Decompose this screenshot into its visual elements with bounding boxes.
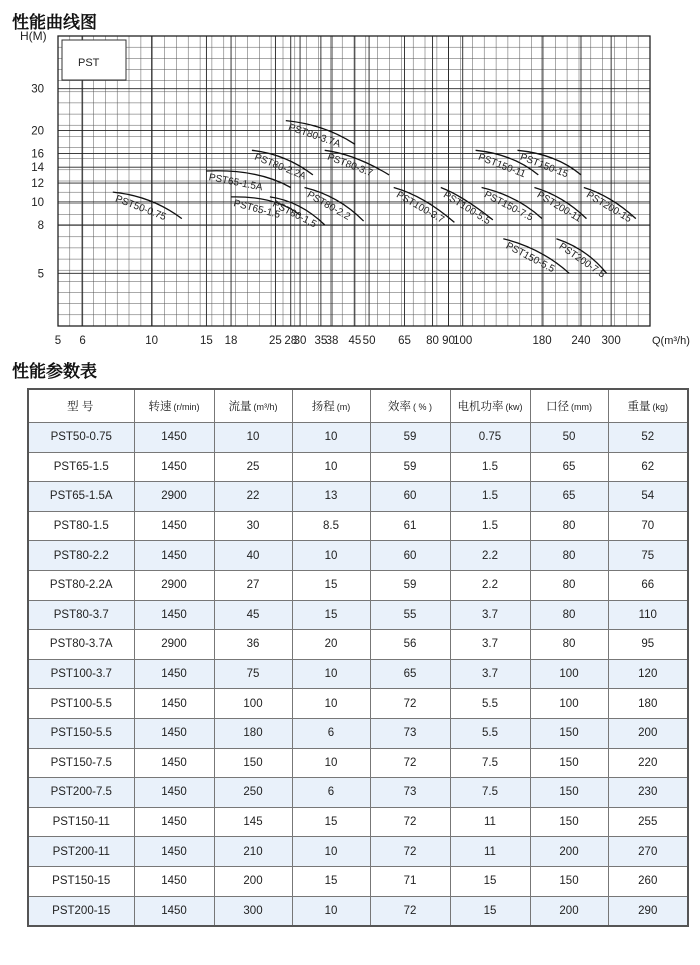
- cell-flow: 150: [214, 748, 292, 778]
- cell-efficiency: 61: [370, 511, 450, 541]
- cell-speed: 1450: [134, 807, 214, 837]
- cell-model: PST150-5.5: [28, 718, 134, 748]
- cell-diameter: 50: [530, 423, 608, 453]
- x-tick-label: 45: [348, 335, 362, 347]
- cell-efficiency: 73: [370, 718, 450, 748]
- cell-head: 6: [292, 778, 370, 808]
- cell-speed: 1450: [134, 866, 214, 896]
- cell-motor-power: 1.5: [450, 452, 530, 482]
- cell-model: PST80-2.2: [28, 541, 134, 571]
- x-tick-label: 15: [200, 335, 213, 347]
- curve-label: PST150-15: [518, 151, 570, 181]
- header-label: 重量: [627, 401, 651, 413]
- cell-diameter: 150: [530, 748, 608, 778]
- cell-motor-power: 1.5: [450, 482, 530, 512]
- pump-curves: [113, 121, 636, 281]
- cell-speed: 1450: [134, 748, 214, 778]
- cell-head: 13: [292, 482, 370, 512]
- cell-head: 15: [292, 807, 370, 837]
- cell-head: 10: [292, 541, 370, 571]
- cell-model: PST150-15: [28, 866, 134, 896]
- curve-label: PST50-0.75: [113, 193, 168, 224]
- cell-efficiency: 59: [370, 423, 450, 453]
- cell-weight: 52: [608, 423, 688, 453]
- header-unit: (m³/h): [253, 402, 278, 412]
- cell-motor-power: 5.5: [450, 718, 530, 748]
- cell-efficiency: 72: [370, 896, 450, 926]
- cell-efficiency: 72: [370, 748, 450, 778]
- x-tick-label: 80: [426, 335, 439, 347]
- cell-motor-power: 15: [450, 896, 530, 926]
- cell-model: PST80-3.7: [28, 600, 134, 630]
- header-unit: (mm): [571, 402, 592, 412]
- header-label: 型 号: [67, 401, 94, 413]
- y-tick-label: 14: [31, 162, 44, 175]
- cell-model: PST80-1.5: [28, 511, 134, 541]
- table-row: [28, 570, 688, 600]
- cell-flow: 180: [214, 718, 292, 748]
- cell-weight: 66: [608, 570, 688, 600]
- cell-head: 15: [292, 600, 370, 630]
- spec-table: [27, 388, 689, 927]
- header-speed: [134, 389, 214, 423]
- cell-weight: 75: [608, 541, 688, 571]
- cell-motor-power: 3.7: [450, 600, 530, 630]
- cell-model: PST80-3.7A: [28, 630, 134, 660]
- table-row: [28, 659, 688, 689]
- cell-efficiency: 60: [370, 541, 450, 571]
- cell-efficiency: 60: [370, 482, 450, 512]
- table-row: [28, 866, 688, 896]
- cell-model: PST200-11: [28, 837, 134, 867]
- cell-flow: 25: [214, 452, 292, 482]
- cell-motor-power: 1.5: [450, 511, 530, 541]
- cell-speed: 1450: [134, 511, 214, 541]
- cell-head: 10: [292, 748, 370, 778]
- cell-efficiency: 72: [370, 689, 450, 719]
- cell-model: PST50-0.75: [28, 423, 134, 453]
- table-row: [28, 541, 688, 571]
- table-row: [28, 482, 688, 512]
- y-tick-label: 16: [31, 148, 44, 161]
- cell-speed: 1450: [134, 837, 214, 867]
- cell-model: PST150-7.5: [28, 748, 134, 778]
- cell-motor-power: 2.2: [450, 570, 530, 600]
- cell-flow: 10: [214, 423, 292, 453]
- cell-motor-power: 3.7: [450, 659, 530, 689]
- cell-flow: 210: [214, 837, 292, 867]
- y-tick-label: 30: [31, 83, 44, 96]
- curve-label: PST200-7.5: [556, 241, 607, 281]
- header-unit: ( % ): [413, 402, 432, 412]
- cell-motor-power: 11: [450, 807, 530, 837]
- cell-flow: 145: [214, 807, 292, 837]
- curve-label: PST80-1.5: [270, 198, 319, 231]
- x-tick-label: 5: [54, 335, 62, 347]
- curve-label: PST100-5.5: [441, 189, 493, 228]
- cell-speed: 1450: [134, 541, 214, 571]
- cell-model: PST80-2.2A: [28, 570, 134, 600]
- x-tick-label: 240: [571, 335, 591, 347]
- x-tick-label: 180: [532, 335, 552, 347]
- x-tick-label: 90: [442, 335, 455, 347]
- cell-flow: 27: [214, 570, 292, 600]
- table-header-row: [28, 389, 688, 423]
- curve-label: PST80-2.2: [305, 189, 353, 223]
- cell-head: 6: [292, 718, 370, 748]
- cell-efficiency: 73: [370, 778, 450, 808]
- header-weight: [608, 389, 688, 423]
- header-diameter: [530, 389, 608, 423]
- curve-label: PST200-15: [584, 189, 634, 226]
- cell-model: PST65-1.5A: [28, 482, 134, 512]
- header-unit: (r/min): [173, 402, 200, 412]
- table-row: [28, 423, 688, 453]
- cell-weight: 95: [608, 630, 688, 660]
- cell-speed: 1450: [134, 423, 214, 453]
- cell-speed: 1450: [134, 689, 214, 719]
- cell-speed: 2900: [134, 482, 214, 512]
- header-motor-power: [450, 389, 530, 423]
- cell-model: PST100-5.5: [28, 689, 134, 719]
- cell-model: PST100-3.7: [28, 659, 134, 689]
- cell-speed: 1450: [134, 600, 214, 630]
- cell-weight: 230: [608, 778, 688, 808]
- cell-weight: 70: [608, 511, 688, 541]
- cell-weight: 180: [608, 689, 688, 719]
- cell-flow: 200: [214, 866, 292, 896]
- cell-flow: 75: [214, 659, 292, 689]
- header-label: 流量: [228, 401, 252, 413]
- curve-label: PST100-3.7: [394, 189, 446, 226]
- cell-motor-power: 7.5: [450, 748, 530, 778]
- x-tick-label: 38: [325, 335, 339, 347]
- cell-efficiency: 59: [370, 452, 450, 482]
- table-row: [28, 630, 688, 660]
- cell-weight: 54: [608, 482, 688, 512]
- cell-motor-power: 11: [450, 837, 530, 867]
- cell-diameter: 65: [530, 482, 608, 512]
- cell-diameter: 100: [530, 659, 608, 689]
- curve-label: PST65-1.5: [232, 198, 282, 221]
- cell-diameter: 150: [530, 778, 608, 808]
- y-tick-label: 20: [31, 125, 44, 138]
- cell-model: PST200-15: [28, 896, 134, 926]
- cell-efficiency: 72: [370, 807, 450, 837]
- header-label: 效率: [388, 401, 411, 413]
- cell-diameter: 80: [530, 630, 608, 660]
- cell-flow: 36: [214, 630, 292, 660]
- cell-speed: 1450: [134, 452, 214, 482]
- header-label: 电机功率: [457, 401, 504, 413]
- x-tick-label: 25: [269, 335, 282, 347]
- cell-flow: 22: [214, 482, 292, 512]
- x-tick-label: 50: [362, 335, 376, 347]
- cell-head: 20: [292, 630, 370, 660]
- cell-model: PST65-1.5: [28, 452, 134, 482]
- cell-head: 15: [292, 570, 370, 600]
- table-row: [28, 837, 688, 867]
- x-tick-label: 18: [224, 335, 238, 347]
- cell-efficiency: 72: [370, 837, 450, 867]
- cell-diameter: 200: [530, 896, 608, 926]
- curve-label: PST150-7.5: [482, 189, 535, 224]
- cell-diameter: 200: [530, 837, 608, 867]
- cell-diameter: 80: [530, 570, 608, 600]
- cell-diameter: 80: [530, 600, 608, 630]
- header-head: [292, 389, 370, 423]
- x-tick-labels: [55, 335, 621, 347]
- y-axis-label: H(M): [20, 29, 47, 43]
- cell-weight: 220: [608, 748, 688, 778]
- header-label: 转速: [148, 401, 172, 413]
- cell-efficiency: 56: [370, 630, 450, 660]
- performance-chart: [0, 0, 700, 360]
- cell-diameter: 150: [530, 718, 608, 748]
- x-tick-label: 35: [314, 335, 328, 347]
- cell-head: 10: [292, 452, 370, 482]
- x-tick-label: 300: [601, 335, 621, 347]
- cell-weight: 62: [608, 452, 688, 482]
- cell-motor-power: 15: [450, 866, 530, 896]
- x-tick-label: 30: [293, 335, 307, 347]
- table-section-title: 性能参数表: [12, 362, 97, 382]
- cell-weight: 200: [608, 718, 688, 748]
- cell-speed: 1450: [134, 896, 214, 926]
- cell-speed: 1450: [134, 718, 214, 748]
- cell-model: PST200-7.5: [28, 778, 134, 808]
- cell-efficiency: 65: [370, 659, 450, 689]
- curve-label: PST150-5.5: [503, 240, 557, 276]
- table-row: [28, 511, 688, 541]
- header-flow: [214, 389, 292, 423]
- cell-head: 10: [292, 659, 370, 689]
- curve-label: PST150-11: [476, 151, 527, 181]
- table-row: [28, 807, 688, 837]
- cell-head: 15: [292, 866, 370, 896]
- cell-flow: 100: [214, 689, 292, 719]
- y-tick-label: 8: [37, 219, 44, 232]
- cell-speed: 2900: [134, 630, 214, 660]
- table-body: [28, 423, 688, 927]
- table-row: [28, 452, 688, 482]
- cell-head: 10: [292, 837, 370, 867]
- cell-flow: 250: [214, 778, 292, 808]
- x-axis-label: Q(m³/h): [652, 335, 690, 347]
- header-unit: (m): [336, 402, 351, 412]
- cell-speed: 1450: [134, 778, 214, 808]
- curve-label: PST200-11: [534, 189, 584, 225]
- table-row: [28, 778, 688, 808]
- cell-motor-power: 2.2: [450, 541, 530, 571]
- table-row: [28, 748, 688, 778]
- header-unit: (kg): [652, 402, 668, 412]
- cell-flow: 45: [214, 600, 292, 630]
- cell-head: 8.5: [292, 511, 370, 541]
- table-row: [28, 600, 688, 630]
- curve-label: PST80-3.7: [325, 151, 375, 180]
- table-row: [28, 689, 688, 719]
- header-unit: (kw): [505, 402, 523, 412]
- y-tick-labels: [31, 84, 44, 281]
- x-tick-label: 10: [145, 335, 159, 347]
- cell-flow: 40: [214, 541, 292, 571]
- x-tick-label: 6: [79, 335, 86, 347]
- cell-speed: 2900: [134, 570, 214, 600]
- header-efficiency: [370, 389, 450, 423]
- cell-motor-power: 3.7: [450, 630, 530, 660]
- cell-weight: 290: [608, 896, 688, 926]
- cell-weight: 260: [608, 866, 688, 896]
- legend-label: PST: [78, 57, 100, 69]
- cell-efficiency: 59: [370, 570, 450, 600]
- cell-motor-power: 7.5: [450, 778, 530, 808]
- cell-motor-power: 5.5: [450, 689, 530, 719]
- cell-weight: 270: [608, 837, 688, 867]
- cell-head: 10: [292, 689, 370, 719]
- cell-diameter: 150: [530, 807, 608, 837]
- x-tick-label: 28: [284, 335, 298, 347]
- header-label: 扬程: [311, 401, 335, 413]
- cell-weight: 255: [608, 807, 688, 837]
- chart-grid: [58, 36, 650, 326]
- cell-diameter: 80: [530, 511, 608, 541]
- cell-diameter: 80: [530, 541, 608, 571]
- curve-label: PST80-2.2A: [252, 151, 308, 183]
- cell-flow: 300: [214, 896, 292, 926]
- x-tick-label: 65: [398, 335, 411, 347]
- cell-model: PST150-11: [28, 807, 134, 837]
- table-row: [28, 718, 688, 748]
- x-tick-label: 100: [453, 335, 473, 347]
- cell-diameter: 100: [530, 689, 608, 719]
- y-tick-label: 10: [31, 196, 44, 209]
- cell-head: 10: [292, 896, 370, 926]
- cell-head: 10: [292, 423, 370, 453]
- cell-diameter: 150: [530, 866, 608, 896]
- cell-efficiency: 55: [370, 600, 450, 630]
- cell-efficiency: 71: [370, 866, 450, 896]
- curve-label: PST65-1.5A: [207, 172, 264, 194]
- cell-flow: 30: [214, 511, 292, 541]
- chart-section-title: 性能曲线图: [12, 13, 97, 33]
- curve-label: PST80-3.7A: [286, 122, 342, 151]
- header-label: 口径: [546, 401, 569, 413]
- cell-diameter: 65: [530, 452, 608, 482]
- y-tick-label: 5: [37, 268, 44, 281]
- cell-motor-power: 0.75: [450, 423, 530, 453]
- y-tick-label: 12: [31, 178, 44, 191]
- cell-weight: 110: [608, 600, 688, 630]
- cell-weight: 120: [608, 659, 688, 689]
- header-model: [28, 389, 134, 423]
- cell-speed: 1450: [134, 659, 214, 689]
- table-row: [28, 896, 688, 926]
